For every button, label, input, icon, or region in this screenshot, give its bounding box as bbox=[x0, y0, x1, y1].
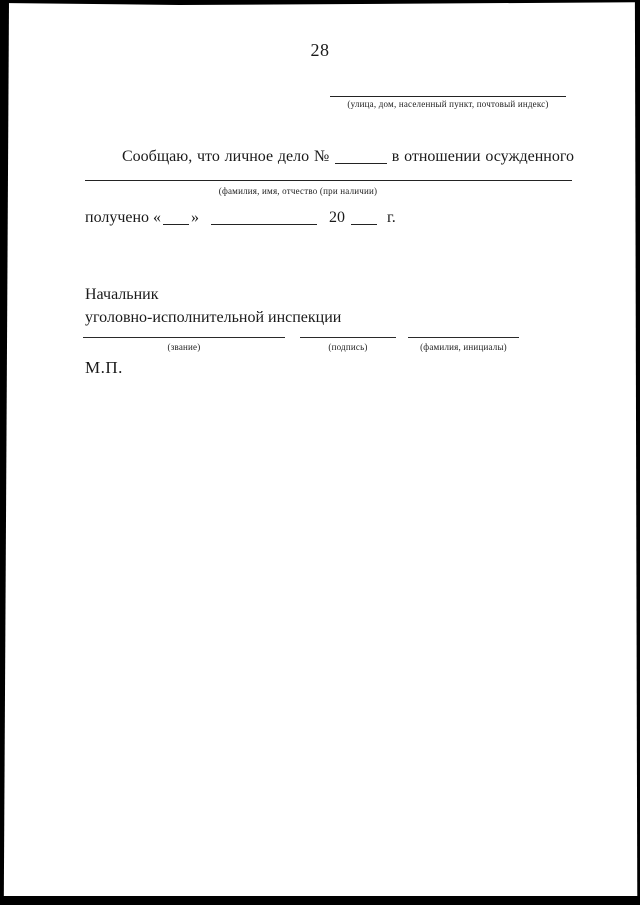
received-date-line bbox=[85, 208, 396, 228]
year-blank bbox=[351, 211, 377, 225]
rank-field bbox=[83, 337, 285, 352]
surname-caption: (фамилия, инициалы) bbox=[420, 342, 507, 352]
signature-field bbox=[300, 337, 396, 352]
rank-blank-line bbox=[83, 337, 285, 338]
rank-caption: (звание) bbox=[167, 342, 201, 352]
close-quote: » bbox=[191, 209, 200, 226]
sentence-tail: в отношении осужденного bbox=[391, 148, 575, 165]
case-number-blank bbox=[335, 150, 387, 164]
notification-sentence bbox=[122, 147, 574, 167]
address-blank-line bbox=[330, 96, 566, 97]
stamp-place-mark: М.П. bbox=[85, 358, 123, 377]
year-suffix: г. bbox=[387, 209, 396, 226]
sentence-lead: Сообщаю, что личное дело № bbox=[122, 148, 331, 165]
scan-edge-bottom bbox=[0, 896, 640, 905]
month-blank bbox=[211, 211, 317, 225]
signer-title-line2: уголовно-исполнительной инспекции bbox=[85, 308, 342, 326]
page-number: 28 bbox=[310, 40, 330, 60]
received-word: получено bbox=[85, 209, 150, 226]
address-caption: (улица, дом, населенный пункт, почтовый индекс) bbox=[347, 99, 549, 109]
address-field-block bbox=[330, 96, 566, 109]
convict-name-caption: (фамилия, имя, отчество (при наличии) bbox=[218, 186, 378, 196]
scan-edge-left bbox=[0, 0, 9, 905]
signature-caption: (подпись) bbox=[328, 342, 368, 352]
surname-field bbox=[408, 337, 519, 352]
signer-title-block bbox=[85, 284, 341, 329]
open-quote: « bbox=[153, 209, 162, 226]
century-prefix: 20 bbox=[329, 209, 346, 226]
scan-edge-right bbox=[634, 0, 640, 905]
signature-blank-line bbox=[300, 337, 396, 338]
scan-edge-top bbox=[0, 0, 640, 5]
convict-name-blank-line bbox=[85, 180, 572, 181]
day-blank bbox=[163, 211, 189, 225]
surname-blank-line bbox=[408, 337, 519, 338]
signer-title-line1: Начальник bbox=[85, 286, 159, 303]
